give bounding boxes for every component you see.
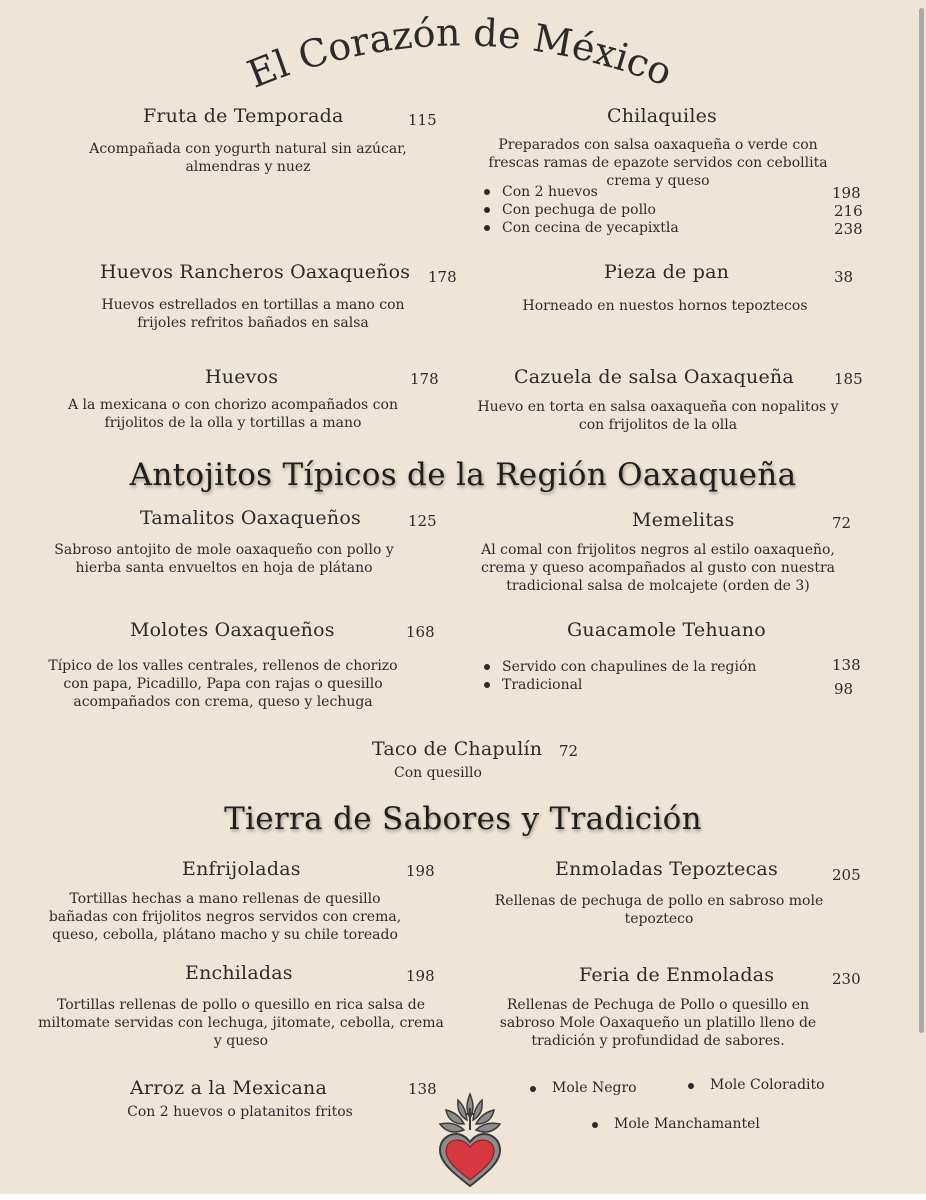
item-price-taco: 72 <box>559 742 579 760</box>
item-desc-feria: Rellenas de Pechuga de Pollo o quesillo en sabroso Mole Oaxaqueño un platillo lleno de tradición y profundidad de sabores. <box>499 997 817 1049</box>
item-name-guacamole: Guacamole Tehuano <box>567 619 766 641</box>
item-desc-cazuela: Huevo en torta en salsa oaxaqueña con nopalitos y con frijolitos de la olla <box>477 399 839 433</box>
item-desc-arroz: Con 2 huevos o platanitos fritos <box>127 1104 353 1120</box>
option-price-guacamole-1: 98 <box>834 680 854 698</box>
item-desc-enchiladas: Tortillas rellenas de pollo o quesillo en rica salsa de miltomate servidas con lechuga, jitomate, cebolla, crema y queso <box>38 997 444 1049</box>
option-price-chilaquiles-2: 238 <box>834 220 863 238</box>
item-name-enmoladas: Enmoladas Tepoztecas <box>555 858 778 880</box>
item-price-huevos: 178 <box>410 370 439 388</box>
item-desc-rancheros: Huevos estrellados en tortillas a mano con frijoles refritos bañados en salsa <box>101 297 405 331</box>
chilaquiles-options <box>480 183 679 237</box>
item-price-enfrijoladas: 198 <box>406 862 435 880</box>
scrollbar[interactable] <box>919 8 924 1033</box>
item-name-enchiladas: Enchiladas <box>185 962 293 984</box>
item-name-feria: Feria de Enmoladas <box>579 964 775 986</box>
option-chilaquiles-2: Con cecina de yecapixtla <box>480 219 679 237</box>
option-guacamole-1: Tradicional <box>480 676 756 694</box>
item-desc-huevos: A la mexicana o con chorizo acompañados con frijolitos de la olla y tortillas a mano <box>68 397 398 431</box>
item-price-cazuela: 185 <box>834 370 863 388</box>
bottom-edge <box>0 1194 926 1200</box>
option-chilaquiles-1: Con pechuga de pollo <box>480 201 679 219</box>
item-desc-memelitas: Al comal con frijolitos negros al estilo oaxaqueño, crema y queso acompañados al gusto con nuestra tradicional salsa de molcajete (orden de 3) <box>480 542 835 594</box>
item-desc-pan: Horneado en nuestos hornos tepoztecos <box>522 298 808 314</box>
option-price-chilaquiles-0: 198 <box>832 184 861 202</box>
item-price-fruta: 115 <box>408 111 437 129</box>
item-desc-taco: Con quesillo <box>394 765 482 781</box>
item-price-tamalitos: 125 <box>408 512 437 530</box>
item-desc-fruta: Acompañada con yogurth natural sin azúcar, almendras y nuez <box>89 141 407 175</box>
item-name-rancheros: Huevos Rancheros Oaxaqueños <box>100 261 411 283</box>
item-desc-enfrijoladas: Tortillas hechas a mano rellenas de quesillo bañadas con frijolitos negros servidos con crema, queso, cebolla, plátano macho y su chile toreado <box>48 891 402 943</box>
mole-option-2: Mole Manchamantel <box>588 1116 760 1132</box>
item-name-molotes: Molotes Oaxaqueños <box>130 619 335 641</box>
item-price-enmoladas: 205 <box>832 866 861 884</box>
item-price-feria: 230 <box>832 970 861 988</box>
option-price-guacamole-0: 138 <box>832 656 861 674</box>
item-name-huevos: Huevos <box>205 366 279 388</box>
item-name-pan: Pieza de pan <box>604 261 730 283</box>
item-price-rancheros: 178 <box>428 268 457 286</box>
item-name-enfrijoladas: Enfrijoladas <box>182 858 301 880</box>
item-name-memelitas: Memelitas <box>632 509 735 531</box>
item-price-pan: 38 <box>834 268 854 286</box>
menu-title-arc <box>241 10 680 97</box>
section-title-tierra: Tierra de Sabores y Tradición <box>224 801 702 837</box>
option-price-chilaquiles-1: 216 <box>834 202 863 220</box>
option-chilaquiles-0: Con 2 huevos <box>480 183 679 201</box>
item-name-chilaquiles: Chilaquiles <box>607 105 718 127</box>
item-name-arroz: Arroz a la Mexicana <box>130 1077 328 1099</box>
item-desc-enmoladas: Rellenas de pechuga de pollo en sabroso mole tepozteco <box>494 893 824 927</box>
item-price-arroz: 138 <box>408 1080 437 1098</box>
item-name-cazuela: Cazuela de salsa Oaxaqueña <box>514 366 794 388</box>
item-desc-tamalitos: Sabroso antojito de mole oaxaqueño con pollo y hierba santa envueltos en hoja de plátano <box>54 542 394 576</box>
item-name-tamalitos: Tamalitos Oaxaqueños <box>140 507 361 529</box>
guacamole-options <box>480 658 756 694</box>
item-desc-molotes: Típico de los valles centrales, rellenos de chorizo con papa, Picadillo, Papa con rajas o quesillo acompañados con crema, queso y lechuga <box>48 658 398 710</box>
menu-title-text: El Corazón de México <box>241 10 678 97</box>
item-price-enchiladas: 198 <box>406 967 435 985</box>
section-title-antojitos: Antojitos Típicos de la Región Oaxaqueña <box>129 457 797 493</box>
sacred-heart-icon <box>436 1090 504 1190</box>
item-price-molotes: 168 <box>406 623 435 641</box>
mole-option-0: Mole Negro <box>526 1080 637 1096</box>
item-price-memelitas: 72 <box>832 514 852 532</box>
item-name-taco: Taco de Chapulín <box>372 738 543 760</box>
item-name-fruta: Fruta de Temporada <box>143 105 344 127</box>
option-guacamole-0: Servido con chapulines de la región <box>480 658 756 676</box>
item-desc-chilaquiles: Preparados con salsa oaxaqueña o verde con frescas ramas de epazote servidos con cebollita crema y queso <box>488 137 828 189</box>
menu-title <box>241 10 680 97</box>
mole-option-1: Mole Coloradito <box>684 1077 825 1093</box>
